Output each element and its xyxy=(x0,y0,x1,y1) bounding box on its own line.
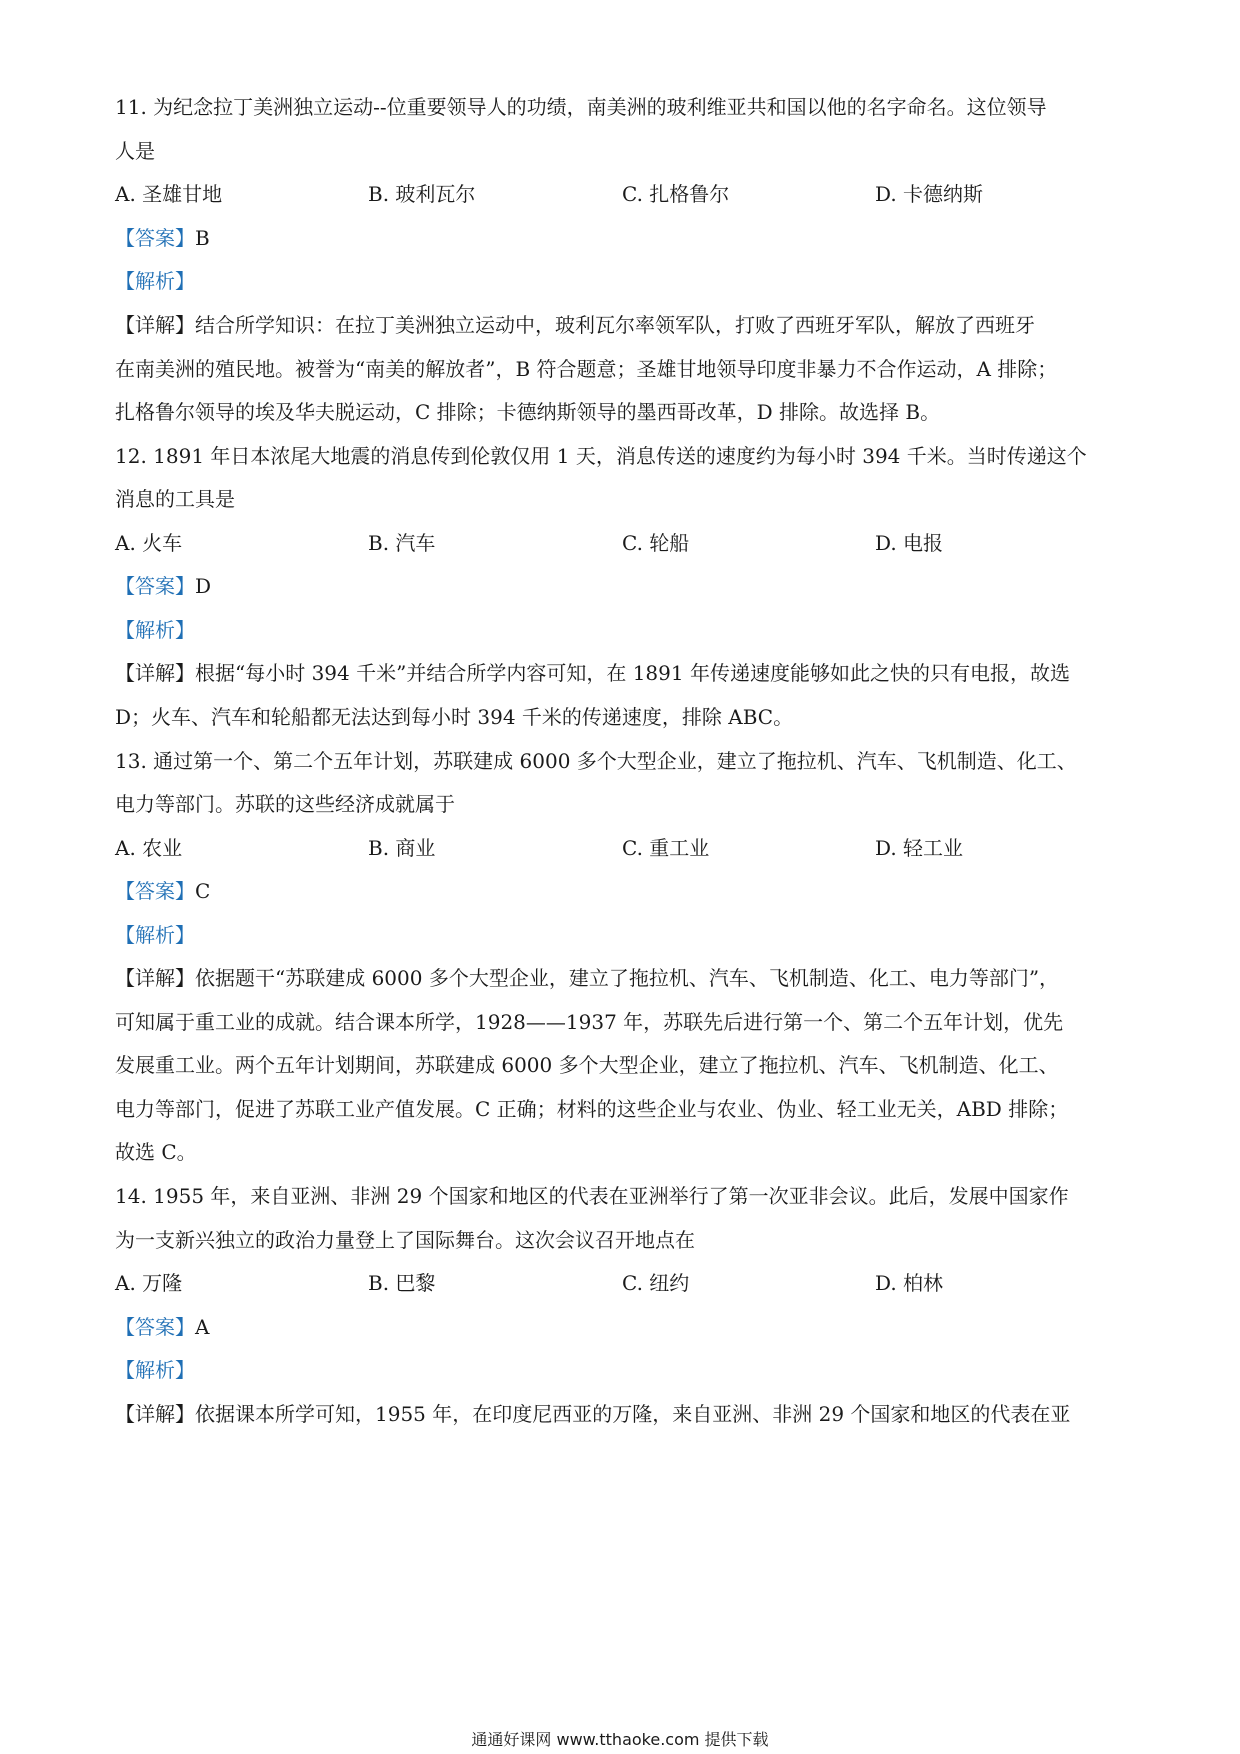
q12-analysis xyxy=(115,617,195,643)
q11-detail-line-1 xyxy=(115,312,1035,338)
q14-stem-line-1: 14. 1955 年，来自亚洲、非洲 29 个国家和地区的代表在亚洲举行了第一次亚非会议。此后，发展中国家作 xyxy=(115,1184,1069,1208)
analysis-tag: 【解析】 xyxy=(115,923,195,947)
detail-text: 结合所学知识：在拉丁美洲独立运动中，玻利瓦尔率领军队，打败了西班牙军队，解放了西班牙 xyxy=(195,313,1035,337)
q14-stem-line-2: 为一支新兴独立的政治力量登上了国际舞台。这次会议召开地点在 xyxy=(115,1228,695,1252)
answer-tag: 【答案】 xyxy=(115,574,195,598)
page-footer: 通通好课网 www.tthaoke.com 提供下载 xyxy=(471,1730,769,1749)
q14-option-c: C. 纽约 xyxy=(622,1271,690,1295)
q13-detail-line-3: 发展重工业。两个五年计划期间，苏联建成 6000 多个大型企业，建立了拖拉机、汽车、飞机制造、化工、 xyxy=(115,1053,1059,1077)
q13-analysis xyxy=(115,922,195,948)
q12-option-d: D. 电报 xyxy=(875,531,944,555)
q12-stem-line-1: 12. 1891 年日本浓尾大地震的消息传到伦敦仅用 1 天，消息传送的速度约为每小时 394 千米。当时传递这个 xyxy=(115,444,1087,468)
answer-value: B xyxy=(195,226,210,250)
q14-analysis xyxy=(115,1357,195,1383)
detail-tag: 【详解】 xyxy=(115,661,195,685)
detail-text: 依据课本所学可知，1955 年，在印度尼西亚的万隆，来自亚洲、非洲 29 个国家和地区的代表在亚 xyxy=(195,1402,1071,1426)
q14-option-d: D. 柏林 xyxy=(875,1271,944,1295)
q12-answer xyxy=(115,573,211,599)
q12-options xyxy=(115,530,1135,556)
analysis-tag: 【解析】 xyxy=(115,618,195,642)
q13-stem-line-2: 电力等部门。苏联的这些经济成就属于 xyxy=(115,792,455,816)
q13-options xyxy=(115,835,1135,861)
q13-option-d: D. 轻工业 xyxy=(875,836,964,860)
detail-tag: 【详解】 xyxy=(115,966,195,990)
answer-tag: 【答案】 xyxy=(115,226,195,250)
q14-options xyxy=(115,1270,1135,1296)
q14-answer xyxy=(115,1314,209,1340)
q13-detail-line-1 xyxy=(115,965,1059,991)
q12-option-a: A. 火车 xyxy=(115,531,183,555)
q13-option-b: B. 商业 xyxy=(368,836,436,860)
q12-detail-line-1 xyxy=(115,660,1070,686)
q11-detail-line-2: 在南美洲的殖民地。被誉为“南美的解放者”，B 符合题意；圣雄甘地领导印度非暴力不合作运动，A 排除； xyxy=(115,357,1058,381)
q14-option-b: B. 巴黎 xyxy=(368,1271,436,1295)
q11-analysis xyxy=(115,268,195,294)
q11-detail-line-3: 扎格鲁尔领导的埃及华夫脱运动，C 排除；卡德纳斯领导的墨西哥改革，D 排除。故选择 B。 xyxy=(115,400,941,424)
q13-detail-line-2: 可知属于重工业的成就。结合课本所学，1928——1937 年，苏联先后进行第一个、第二个五年计划，优先 xyxy=(115,1010,1064,1034)
q12-detail-line-2: D；火车、汽车和轮船都无法达到每小时 394 千米的传递速度，排除 ABC。 xyxy=(115,705,794,729)
q11-option-d: D. 卡德纳斯 xyxy=(875,182,984,206)
q11-option-c: C. 扎格鲁尔 xyxy=(622,182,730,206)
detail-tag: 【详解】 xyxy=(115,1402,195,1426)
answer-tag: 【答案】 xyxy=(115,879,195,903)
q11-option-a: A. 圣雄甘地 xyxy=(115,182,223,206)
q11-option-b: B. 玻利瓦尔 xyxy=(368,182,476,206)
q12-option-b: B. 汽车 xyxy=(368,531,436,555)
q11-stem-line-1: 11. 为纪念拉丁美洲独立运动--位重要领导人的功绩，南美洲的玻利维亚共和国以他的名字命名。这位领导 xyxy=(115,95,1047,119)
q13-stem-line-1: 13. 通过第一个、第二个五年计划，苏联建成 6000 多个大型企业，建立了拖拉机、汽车、飞机制造、化工、 xyxy=(115,749,1077,773)
q12-option-c: C. 轮船 xyxy=(622,531,690,555)
q14-detail-line-1 xyxy=(115,1401,1070,1427)
q11-stem-line-2: 人是 xyxy=(115,139,155,163)
analysis-tag: 【解析】 xyxy=(115,269,195,293)
q14-option-a: A. 万隆 xyxy=(115,1271,183,1295)
answer-value: D xyxy=(195,574,212,598)
answer-value: C xyxy=(195,879,211,903)
q13-answer xyxy=(115,878,210,904)
q12-stem-line-2: 消息的工具是 xyxy=(115,487,235,511)
answer-value: A xyxy=(195,1315,210,1339)
q13-detail-line-5: 故选 C。 xyxy=(115,1140,197,1164)
analysis-tag: 【解析】 xyxy=(115,1358,195,1382)
detail-tag: 【详解】 xyxy=(115,313,195,337)
detail-text: 依据题干“苏联建成 6000 多个大型企业，建立了拖拉机、汽车、飞机制造、化工、电力等部门”， xyxy=(195,966,1060,990)
q13-detail-line-4: 电力等部门，促进了苏联工业产值发展。C 正确；材料的这些企业与农业、伪业、轻工业无关，ABD 排除； xyxy=(115,1097,1069,1121)
q13-option-a: A. 农业 xyxy=(115,836,183,860)
q13-option-c: C. 重工业 xyxy=(622,836,710,860)
q11-options xyxy=(115,181,1135,207)
detail-text: 根据“每小时 394 千米”并结合所学内容可知，在 1891 年传递速度能够如此之快的只有电报，故选 xyxy=(195,661,1070,685)
answer-tag: 【答案】 xyxy=(115,1315,195,1339)
q11-answer xyxy=(115,225,210,251)
